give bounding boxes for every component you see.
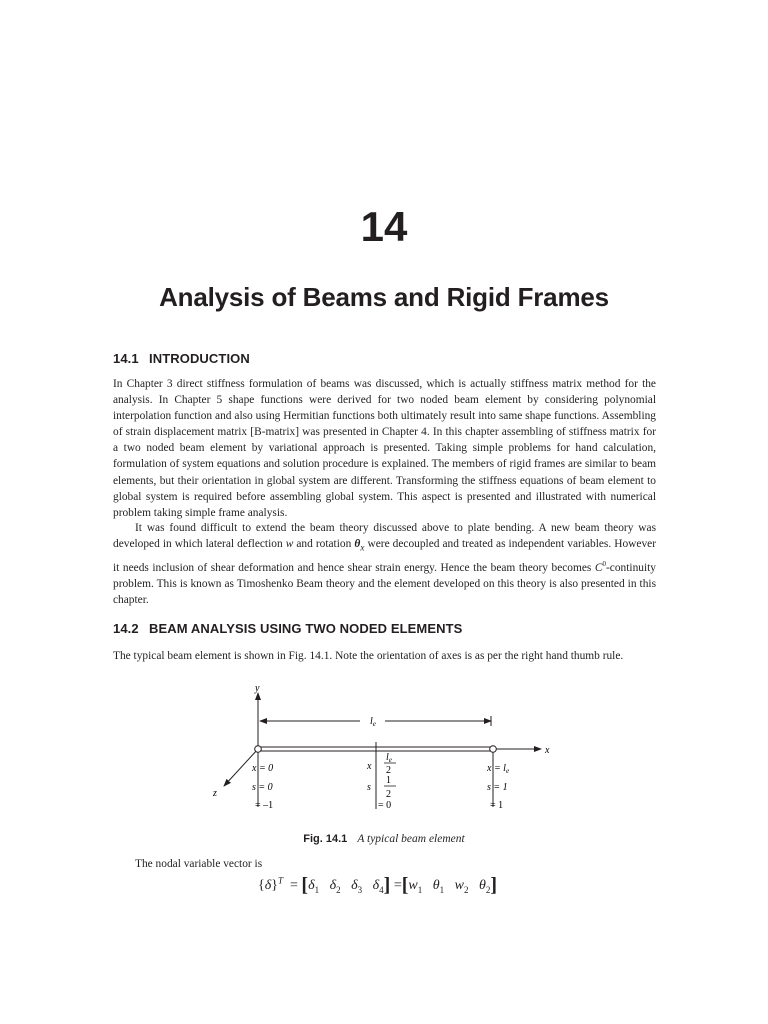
mid-xi-label: = 0	[378, 800, 392, 811]
mid-s-denominator: 2	[386, 789, 391, 800]
y-axis-label: y	[255, 683, 260, 694]
mid-x-numerator: $l_e$	[386, 752, 392, 764]
intro-paragraph-2: It was found difficult to extend the beam theory discussed above to plate bending. A new beam theory was developed in which lateral deflection w and rotation $\theta_x$ were decoupled and treated as independent variables. However it needs inclusion of shear deformation and hence shear strain energy. Hence the beam theory becomes $C^0$-continuity problem. This is known as Timoshenko Beam theory and the element developed on this theory is also presented in this chapter.	[113, 522, 656, 607]
chapter-title: Analysis of Beams and Rigid Frames	[159, 282, 609, 312]
nodal-vector-equation: $\{\delta\}^T = [\delta_1$ $\delta_2$ $\delta_3$ $\delta_4] =[w_1$ $\theta_1$ $w_2$ $\theta_2$]	[258, 874, 498, 896]
section-title: BEAM ANALYSIS USING TWO NODED ELEMENTS	[149, 621, 463, 636]
z-axis-label: z	[213, 788, 217, 799]
mid-s-label: s	[367, 782, 371, 793]
caption-label: Fig. 14.1	[303, 833, 348, 845]
intro-paragraph-1: In Chapter 3 direct stiffness formulation of beams was discussed, which is actually stiffness matrix method for the analysis. In Chapter 5 shape functions were derived for two noded beam element by considering polynomial interpolation function and also using Hermitian functions both ultimately result into same shape functions. Assembling of strain displacement matrix [B-matrix] was presented in Chapter 4. In this chapter assembling of stiffness matrix for a two noded beam element by variational approach is presented. Taking simple problems for hand calculation, formulation of system equations and solution procedure is explained. The members of rigid frames are similar to beam elements, but their orientation in global system are different. Transforming the stiffness equations of beam element to global system is required before assembling global system. This aspect is presented and illustrated with numerical problem taking simple frame analysis.	[113, 378, 656, 519]
section-heading-beam-analysis	[113, 621, 462, 636]
nodal-vector-intro: The nodal variable vector is	[135, 858, 263, 870]
chapter-number: 14	[360, 203, 408, 250]
mid-x-denominator: 2	[386, 765, 391, 776]
mid-s-numerator: 1	[386, 775, 391, 786]
node-1	[255, 746, 262, 753]
beam-paragraph: The typical beam element is shown in Fig. 14.1. Note the orientation of axes is as per the right hand thumb rule.	[113, 650, 624, 662]
figure-caption	[0, 833, 768, 845]
node-2	[490, 746, 497, 753]
section-number: 14.1	[113, 351, 139, 366]
var-w: w	[285, 538, 294, 551]
right-x-label: $x = l_e$	[487, 763, 510, 775]
var-c: C	[594, 562, 603, 575]
section-heading-introduction	[113, 351, 250, 366]
mid-x-label: x	[367, 761, 372, 772]
caption-text: A typical beam element	[357, 833, 465, 845]
section-title: INTRODUCTION	[149, 351, 250, 366]
section-number: 14.2	[113, 621, 139, 636]
left-s-label: s = 0	[252, 782, 273, 793]
var-theta: θ	[354, 538, 361, 551]
left-x-label: x = 0	[252, 763, 274, 774]
left-xi-label: = –1	[255, 800, 274, 811]
length-label: $l_e$	[370, 716, 376, 728]
x-axis-label: x	[545, 745, 550, 756]
beam-element-figure	[0, 680, 768, 820]
right-s-label: s = 1	[487, 782, 508, 793]
right-xi-label: = 1	[490, 800, 504, 811]
